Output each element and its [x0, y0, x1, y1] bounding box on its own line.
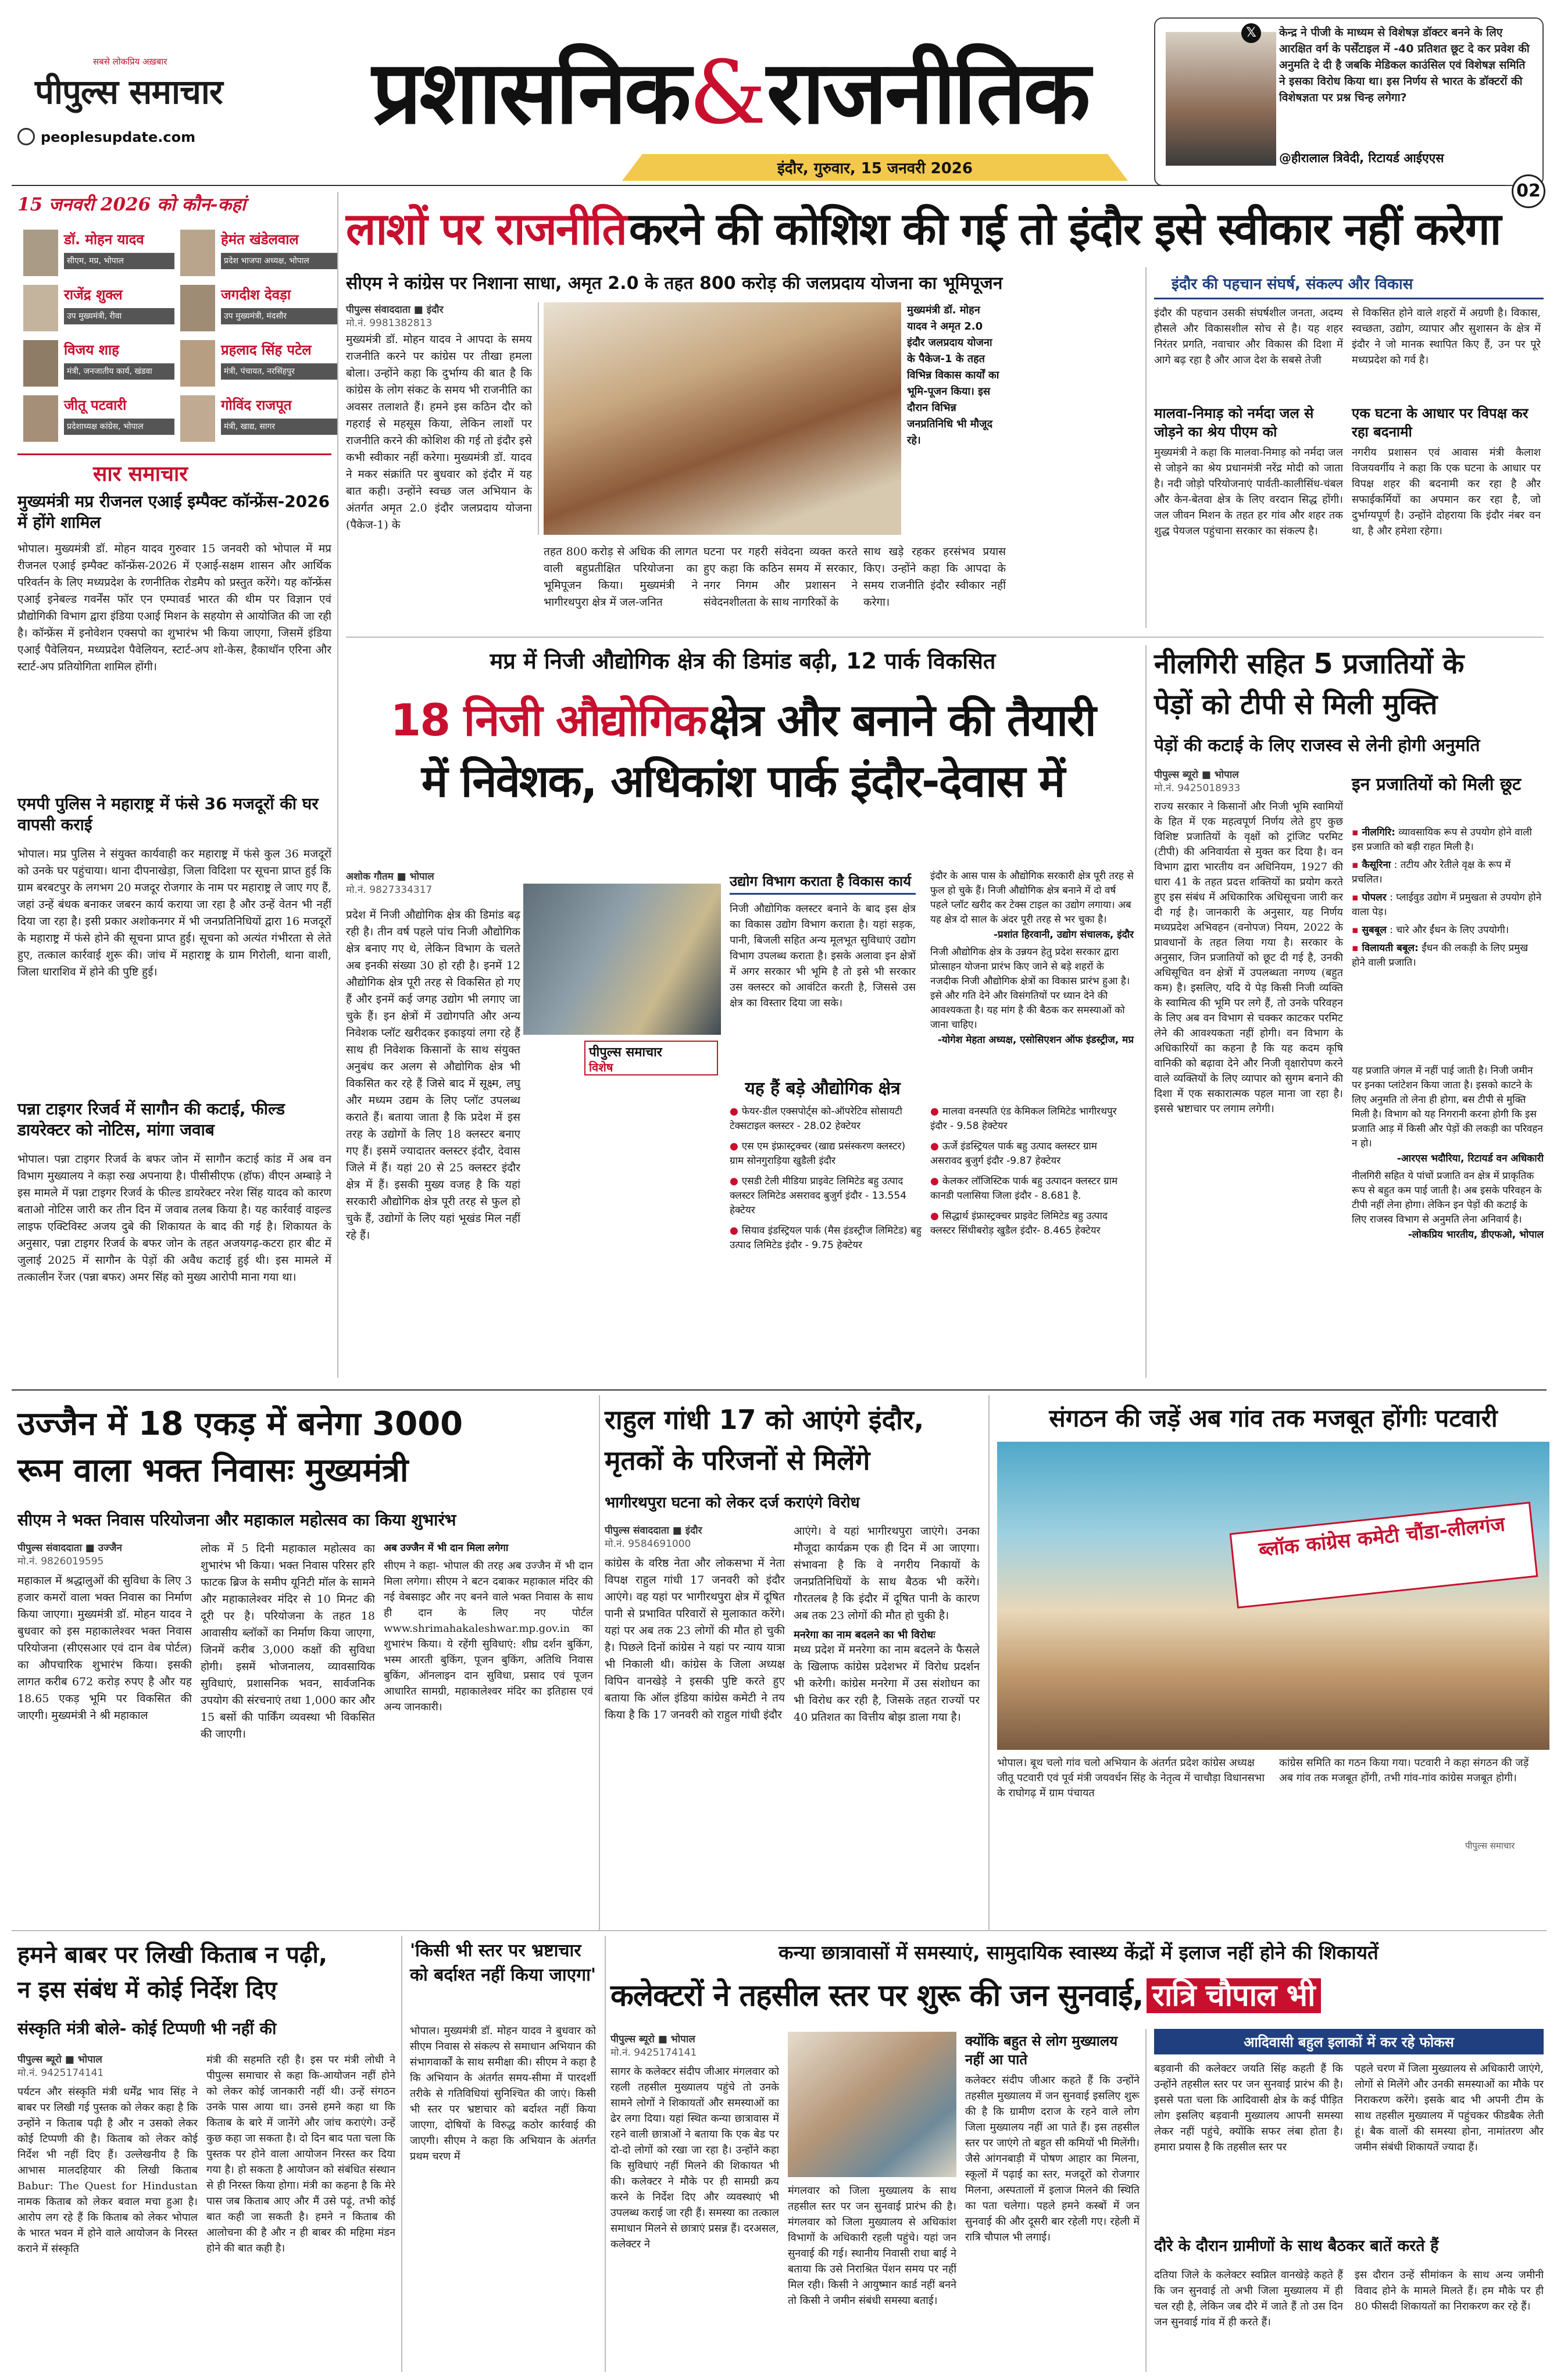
section-title-1: प्रशासनिक: [372, 42, 689, 144]
patwari-caption-left: भोपाल। बूथ चलो गांव चलो अभियान के अंतर्गत प्रदेश कांग्रेस अध्यक्ष जीतू पटवारी एवं पूर्व मंत्री जयवर्धन सिंह के नेतृत्व में चाचौड़ा विधानसभा के राघोगढ़ में ग्राम पंचायत: [997, 1757, 1265, 1799]
lead-col3: घटना पर गहरी संवेदना व्यक्त करते हुए कहा कि कठिन समय में सरकार, नगर निगम और प्रशासन ने संवेदनशीलता के साथ नागरिकों के: [703, 545, 858, 609]
nilgiri-quotes: [1352, 1064, 1544, 1241]
nilgiri-headline-2[interactable]: पेड़ों को टीपी से मिली मुक्ति: [1154, 688, 1438, 721]
species-item: ▪ कैसूरिना : तटीय और रेतीले वृक्ष के रूप में प्रचलित।: [1352, 859, 1511, 885]
x-logo-icon: 𝕏: [1241, 23, 1261, 43]
right-box-title: इंदौर की पहचान संघर्ष, संकल्प और विकास: [1172, 276, 1413, 293]
industry-box-body: निजी औद्योगिक क्लस्टर बनाने के बाद इस क्षेत्र का विकास उद्योग विभाग कराता है। यहां सड़क, पानी, बिजली सहित अन्य मूलभूत सुविधाएं उद्योग विभाग उपलब्ध कराता है। इसके अलावा इन क्षेत्रों में अगर सरकार भी भूमि है तो इसे भी सरकार उस क्लस्टर को आवंटित करती है, जिससे उस क्षेत्र का विस्तार दिया जा सके।: [730, 903, 916, 1009]
tribal-header: आदिवासी बहुल इलाकों में कर रहे फोकस: [1154, 2029, 1544, 2054]
collector-col1: सागर के कलेक्टर संदीप जीआर मंगलवार को रहली तहसील मुख्यालय पहुंचे तो उनके सामने लोगों ने शिकायतों और समस्याओं का ढेर लगा दिया। यहां स्थित कन्या छात्रावास में रहने वाली छात्राओं ने बताया कि एक बेड पर दो-दो लोगों को रखा जा रहा है। उन्होंने कहा कि सुविधाएं नहीं मिलने की शिकायत भी की। कलेक्टर ने मौके पर ही सामग्री क्रय करने के निर्देश दिए और व्यवस्थाएं भी उपलब्ध कराई जा रही हैं। समस्या का तत्काल समाधान मिलने से छात्राएं प्रसन्न हैं। दरअसल, कलेक्टर ने: [610, 2065, 779, 2250]
saar-body-2: भोपाल। मप्र पुलिस ने संयुक्त कार्यवाही कर महाराष्ट्र में फंसे कुल 36 मजदूरों को उनके घर पहुंचाया। थाना दीपनाखेड़ा, जिला विदिशा पर सूचना प्राप्त हुई कि ग्राम बरबटपुर के लगभग 20 मजदूर रोजगार के नाम पर महाराष्ट्र ले जाए गए हैं, जहां उन्हें बंधक बनाकर जबरन कार्य कराया जा रहा है और उन्हें वेतन भी नहीं दिया जा रहा है। इसी प्रकार अशोकनगर में भी जनप्रतिनिधियों द्वारा 16 मजदूरों के महाराष्ट्र में फंसे होने की सूचना प्राप्त हुई। सूचना को अत्यंत गंभीरता से लेते हुए, तत्काल कार्रवाई शुरू की। जांच में महाराष्ट्र के ग्राम गिरोली, थाना वाशी, जिला धाराशिव में होने की पुष्टि हुई।: [17, 848, 331, 978]
author-photo: [1166, 32, 1276, 166]
industry-list-item: ● मालवा वनस्पति एंड केमिकल लिमिटेड भागीरथपुर इंदौर - 9.58 हेक्टेयर: [930, 1106, 1117, 1132]
quote-block: निजी औद्योगिक क्षेत्र के उन्नयन हेतु प्रदेश सरकार द्वारा प्रोत्साहन योजना प्रारंभ किए जाने से बड़े शहरों के नजदीक निजी औद्योगिक क्षेत्रों का विकास प्रारंभ हुआ है। इसे और गति देने और विसंगतियों पर ध्यान देने की आवश्यकता है। यह मांग है की बैठक कर समस्याओं को जाना चाहिए। -योगेश मेहता अध्यक्ष, एसोसिएशन ऑफ इंडस्ट्रीज, मप्र: [930, 946, 1134, 1046]
species-item: ▪ नीलगिरि: व्यावसायिक रूप से उपयोग होने वाली इस प्रजाति को बड़ी राहत मिली है।: [1352, 827, 1532, 853]
ujjain-headline-2[interactable]: रूम वाला भक्त निवासः मुख्यमंत्री: [17, 1452, 409, 1489]
person-card: गोविंद राजपूत मंत्री, खाद्य, सागर: [180, 395, 337, 445]
industry-list-item: ● केलकर लॉजिस्टिक पार्क बहु उत्पादन क्लस्टर ग्राम कानडी पलासिया जिला इंदौर - 8.681 है.: [930, 1175, 1118, 1202]
babar-headline-1[interactable]: हमने बाबर पर लिखी किताब न पढ़ी,: [17, 1942, 328, 1968]
rahul-headline-1[interactable]: राहुल गांधी 17 को आएंगे इंदौर,: [605, 1404, 924, 1435]
species-list: [1352, 826, 1544, 974]
quote-block: यह प्रजाति जंगल में नहीं पाई जाती है। निजी जमीन पर इनका प्लांटेशन किया जाता है। इसको काटने के लिए अनुमति तो लेना ही होगा, बस टीपी से मुक्ति मिली है। विभाग को यह निगरानी करना होगी कि इस प्रजाति आड़ में किसी और पेड़ों की लकड़ी का परिवहन न हो। -आरएस भदौरिया, रिटायर्ड वन अधिकारी: [1352, 1065, 1544, 1164]
industry-headline-line1[interactable]: 18 निजी औद्योगिक क्षेत्र और बनाने की तैयारी: [390, 694, 1095, 746]
person-card: विजय शाह मंत्री, जनजातीय कार्य, खंडवा: [23, 340, 174, 390]
section-title-amp: &: [688, 42, 767, 144]
page-number: 02: [1512, 174, 1545, 208]
babar-col1: पर्यटन और संस्कृति मंत्री धर्मेंद्र भाव सिंह ने बाबर पर लिखी गई पुस्तक को लेकर कहा है कि उन्होंने न किताब पढ़ी है और न उसको लेकर कोई टिप्पणी की है। किताब को लेकर कोई निर्देश भी नहीं दिए हैं। उल्लेखनीय है कि आभास मालदहियार की लिखी किताब Babur: The Quest for Hindustan नामक किताब को लेकर बवाल मचा हुआ है। आरोप लग रहे हैं कि किताब को लेकर भोपाल के भारत भवन में होने वाले आयोजन के निरस्त कराने में संस्कृति: [17, 2086, 198, 2255]
ujjain-col3-head: अब उज्जैन में भी दान मिला लगेगा: [384, 1542, 509, 1554]
tweet-author: @हीरालाल त्रिवेदी, रिटायर्ड आईएएस: [1279, 151, 1444, 165]
ujjain-col1: महाकाल में श्रद्धालुओं की सुविधा के लिए 3 हजार कमरों वाला भक्त निवास का निर्माण किया जाएगा। मुख्यमंत्री डॉ. मोहन यादव ने बुधवार को इस महाकालेश्वर भक्त निवास परियोजना (सीएसआर एवं दान वेब पोर्टल) का औपचारिक शुभारंभ किया। इसकी लागत करीब 672 करोड़ रुपए है और यह 18.65 एकड़ भूमि पर विकसित की जाएगी। मुख्यमंत्री ने श्री महाकाल: [17, 1574, 192, 1722]
rahul-byline: पीपुल्स संवाददाता ■ इंदौर मो.नं. 9584691000: [605, 1525, 702, 1550]
person-card: जीतू पटवारी प्रदेशाध्यक्ष कांग्रेस, भोपाल: [23, 395, 174, 445]
right-box-col1: इंदौर की पहचान उसकी संघर्षशील जनता, अदम्य हौसले और विकासशील सोच से है। यह शहर निरंतर प्रगति, नवाचार और विकास की दिशा में आगे बढ़ रहा है और आज देश के सबसे तेजी: [1154, 307, 1343, 366]
collector-byline: पीपुल्स ब्यूरो ■ भोपाल मो.नं. 9425174141: [610, 2034, 697, 2059]
species-item: ▪ सुबबूल : चारे और ईंधन के लिए उपयोगी।: [1352, 924, 1509, 936]
person-card: डॉ. मोहन यादव सीएम, मप्र, भोपाल: [23, 230, 174, 280]
lead-col2: तहत 800 करोड़ से अधिक की लागत वाली बहुप्रतीक्षित परियोजना का भूमिपूजन किया। मुख्यमंत्री ने भागीरथपुरा क्षेत्र में जल-जनित: [544, 545, 698, 609]
lead-col1: मुख्यमंत्री डॉ. मोहन यादव ने आपदा के समय राजनीति करने पर कांग्रेस पर तीखा हमला बोला। उन्होंने कहा कि दुर्भाग्य की बात है कि कांग्रेस के लोग संकट के समय भी राजनीति का अवसर तलाशते हैं। हमने इस कठिन दौर को गहराई से महसूस किया, लेकिन लाशों पर राजनीति करने की कोशिश की गई तो इंदौर इसे कभी स्वीकार नहीं करेगा। मुख्यमंत्री डॉ. यादव ने मकर संक्रांति पर बुधवार को इंदौर में यह बात कही। उन्होंने स्वच्छ जल अभियान के अंतर्गत अमृत 2.0 इंदौर जलप्रदाय योजना (पैकेज-1) के: [346, 333, 532, 531]
village-col2: इस दौरान उन्हें सीमांकन के साथ अन्य जमीनी विवाद होने के मामले मिलते हैं। हम मौके पर ही 80 फीसदी शिकायतों का निराकरण कर रहे हैं।: [1355, 2269, 1544, 2313]
ujjain-col2: लोक में 5 दिनी महाकाल महोत्सव का शुभारंभ भी किया। भक्त निवास परिसर हरि फाटक ब्रिज के समीप यूनिटी मॉल के सामने और महाकालेश्वर मंदिर से 10 मिनट की दूरी पर है। परियोजना के तहत 18 आवासीय ब्लॉकों का निर्माण किया जाएगा, जिनमें करीब 3,000 कक्षों की सुविधा होगी। इसमें भोजनालय, व्यावसायिक सुविधाएं, प्रशासनिक भवन, सार्वजनिक उपयोग की संरचनाएं तथा 1,000 कार और 15 बसों की पार्किंग व्यवस्था भी विकसित की जाएगी।: [201, 1542, 375, 1741]
corruption-headline[interactable]: 'किसी भी स्तर पर भ्रष्टाचार को बर्दाश्त नहीं किया जाएगा': [410, 1941, 597, 1985]
section-title: [372, 41, 1140, 145]
industry-list-left: [730, 1105, 922, 1259]
nilgiri-subhead: पेड़ों की कटाई के लिए राजस्व से लेनी होगी अनुमति: [1154, 735, 1480, 756]
right-box-sub2-body: नगरीय प्रशासन एवं आवास मंत्री कैलाश विजयवर्गीय ने कहा कि एक घटना के आधार पर विपक्ष शहर की बदनामी कर रहा है और सफाईकर्मियों का अपमान कर रहा है, जो दुर्भाग्यपूर्ण है। उन्होंने दोहराया कि इंदौर नंबर वन था, है और हमेशा रहेगा।: [1352, 446, 1541, 537]
lead-caption: मुख्यमंत्री डॉ. मोहन यादव ने अमृत 2.0 इंदौर जलप्रदाय योजना के पैकेज-1 के तहत विभिन्न विकास कार्यों का भूमि-पूजन किया। इस दौरान विभिन्न जनप्रतिनिधि भी मौजूद रहे।: [907, 304, 999, 446]
person-card: प्रहलाद सिंह पटेल मंत्री, पंचायत, नरसिंहपुर: [180, 340, 337, 390]
lead-byline: पीपुल्स संवाददाता ■ इंदौर मो.नं. 9981382813: [346, 304, 444, 329]
ujjain-col3: सीएम ने कहा- भोपाल की तरह अब उज्जैन में भी दान मिला लगेगा। सीएम ने बटन दबाकर महाकाल मंदिर की नई वेबसाइट और नए बनने वाले भक्त निवास के साथ ही दान के लिए नए पोर्टल www.shrimahakaleshwar.mp.gov.in का शुभारंभ किया। ये रहेंगी सुविधाएं: शीघ्र दर्शन बुकिंग, भस्म आरती बुकिंग, पूजन बुकिंग, अतिथि निवास बुकिंग, ऑनलाइन दान सुविधा, प्रसाद एवं पूजन आधारित सामग्री, महाकालेश्वर मंदिर का इतिहास एवं अन्य जानकारी।: [384, 1560, 593, 1713]
logo-text: पीपुल्स समाचार: [35, 72, 223, 112]
lead-subhead: सीएम ने कांग्रेस पर निशाना साधा, अमृत 2.0 के तहत 800 करोड़ की जलप्रदाय योजना का भूमिपूजन: [346, 273, 1003, 294]
industry-body: प्रदेश में निजी औद्योगिक क्षेत्र की डिमांड बढ़ रही है। तीन वर्ष पहले पांच निजी औद्योगिक क्षेत्र बनाए गए थे, लेकिन विभाग के चलते अब इनकी संख्या 30 हो रही है। इनमें 12 औद्योगिक क्षेत्र पूरी तरह से विकसित हो गए हैं और इनमें कई जगह उद्योग भी लगाए जा चुके हैं। इन क्षेत्रों में उद्योगपति और अन्य निवेशक प्लॉट खरीदकर इकाइयां लगा रहे हैं साथ ही निवेशक किसानों के साथ संयुक्त अनुबंध कर अलग से औद्योगिक क्षेत्र भी विकसित कर रहे हैं जिसे बाद में सूक्ष्म, लघु और मध्यम उद्यम के लिए प्लॉट उपलब्ध कराते हैं। बताया जाता है कि प्रदेश में इस तरह के उद्योगों के लिए 18 क्लस्टर बनाए गए हैं। इसमें ज्यादातर क्लस्टर इंदौर, देवास जिले में हैं। यहां 20 से 25 क्लस्टर इंदौर क्षेत्र में हैं। इसकी मुख्य वजह है कि यहां सरकारी औद्योगिक क्षेत्र पूरी तरह से फुल हो चुके हैं, उद्योगों के लिए यहां भूखंड मिल नहीं रहे हैं।: [346, 909, 520, 1242]
village-title: दौरे के दौरान ग्रामीणों के साथ बैठकर बातें करते हैं: [1154, 2237, 1439, 2255]
lead-headline-red: लाशों पर राजनीति: [346, 203, 626, 255]
nilgiri-body: राज्य सरकार ने किसानों और निजी भूमि स्वामियों के हित में एक महत्वपूर्ण निर्णय लेते हुए कुछ विशिष्ट प्रजातियों के वृक्षों को ट्रांजिट परमिट (टीपी) की अनिवार्यता से मुक्त कर दिया है। वन विभाग द्वारा भारतीय वन अधिनियम, 1927 की धारा 41 के तहत प्रदत्त शक्तियों का प्रयोग करते हुए इस संबंध में अधिकारिक अधिसूचना जारी कर दी गई है। जानकारी के अनुसार, यह निर्णय मध्यप्रदेश अभिवहन (वनोपज) नियम, 2022 के प्रावधानों के तहत लिया गया है। सरकार के अनुसार, जिन प्रजातियों को छूट दी गई है, उनकी अधिसूचित वन क्षेत्रों में उपलब्धता नगण्य (बहुत कम) है। इसलिए, यदि ये पेड़ किसी निजी व्यक्ति के स्वामित्व की भूमि पर लगे हैं, तो उनके परिवहन के लिए अब वन विभाग से चक्कर काटकर परमिट लेने की आवश्यकता नहीं होगी। वन विभाग के अधिकारियों का कहना है कि यह कदम कृषि वानिकी को बढ़ावा देने और निजी वृक्षारोपण करने वाले व्यक्तियों के लिए व्यापार को सुगम बनाने की दिशा में एक सकारात्मक पहल माना जा रहा है। इससे भ्रष्टाचार पर लगाम लगेगी।: [1154, 801, 1343, 1115]
quote-block: नीलगिरी सहित ये पांचों प्रजाति वन क्षेत्र में प्राकृतिक रूप से बहुत कम पाई जाती है। अब इसके परिवहन के टीपी नहीं लेना होगा। लेकिन इन पेड़ों की कटाई के लिए राजस्व विभाग से अनुमति लेना अनिवार्य है। -लोकप्रिय भारतीय, डीएफओ, भोपाल: [1352, 1170, 1544, 1241]
globe-icon: [17, 128, 35, 145]
tribal-col1: बड़वानी की कलेक्टर जयति सिंह कहती हैं कि उन्होंने तहसील स्तर पर जन सुनवाई प्रारंभ की है। इससे पता चला कि आदिवासी क्षेत्र के कई पीड़ित लोग इसलिए बड़वानी मुख्यालय आपनी समस्या लेकर नहीं पहुंचे, क्योंकि सफर लंबा होता है। हमारा प्रयास है कि तहसील स्तर पर: [1154, 2063, 1343, 2153]
ujjain-subhead: सीएम ने भक्त निवास परियोजना और महाकाल महोत्सव का किया शुभारंभ: [17, 1510, 456, 1530]
rahul-col2-text: आएंगे। वे यहां भागीरथपुरा जाएंगे। उनका मौजूदा कार्यक्रम एक ही दिन में आ जाएगा। संभावना है कि वे नगरीय निकायों के जनप्रतिनिधियों के साथ बैठक भी करेंगे। गौरतलब है कि इंदौर में दूषित पानी के कारण अब तक 23 लोगों की मौत हो चुकी है।: [794, 1525, 980, 1622]
right-box-sub1-body: मुख्यमंत्री ने कहा कि मालवा-निमाड़ को नर्मदा जल से जोड़ने का श्रेय प्रधानमंत्री नरेंद्र मोदी को जाता है। नदी जोड़ो परियोजनाएं पार्वती-कालीसिंध-चंबल और केन-बेतवा क्षेत्र के लिए वरदान सिद्ध होंगी। जल जीवन मिशन के तहत हर गांव और शहर तक शुद्ध पेयजल पहुंचाना सरकार का संकल्प है।: [1154, 446, 1343, 537]
industry-list-item: ● ऊर्जे इंडस्ट्रियल पार्क बहु उत्पाद क्लस्टर ग्राम असरावद बुजुर्ग इंदौर -9.87 हेक्टेयर: [930, 1141, 1097, 1167]
saar-header: [17, 453, 331, 486]
rahul-col1: कांग्रेस के वरिष्ठ नेता और लोकसभा में नेता विपक्ष राहुल गांधी 17 जनवरी को इंदौर आएंगे। वह यहां पर भागीरथपुरा क्षेत्र में दूषित पानी से प्रभावित परिवारों से मुलाकात करेंगे। यहां पर अब तक 23 लोगों की मौत हो चुकी है। पिछले दिनों कांग्रेस ने यहां पर न्याय यात्रा भी निकाली थी। कांग्रेस के जिला अध्यक्ष विपिन वानखेड़े ने इसकी पुष्टि करते हुए बताया कि ऑल इंडिया कांग्रेस कमेटी ने तय किया है कि 17 जनवरी को राहुल गांधी इंदौर: [605, 1557, 785, 1721]
babar-subhead: संस्कृति मंत्री बोले- कोई टिप्पणी भी नहीं की: [17, 2019, 277, 2038]
species-item: ▪ पोपलर : प्लाईवुड उद्योग में प्रमुखता से उपयोग होने वाला पेड़।: [1352, 892, 1542, 918]
right-box-header: [1154, 270, 1544, 299]
rahul-col2-head: मनरेगा का नाम बदलने का भी विरोधः: [794, 1629, 935, 1641]
saar-body-1: भोपाल। मुख्यमंत्री डॉ. मोहन यादव गुरुवार 15 जनवरी को भोपाल में मप्र रीजनल एआई इम्पैक्ट कॉन्फ्रेंस-2026 में एआई-सक्षम शासन और आर्थिक परिवर्तन के लिए मध्यप्रदेश के रणनीतिक रोडमैप को प्रस्तुत करेंगे। यह कॉन्फ्रेंस एआई इनेबल्ड गवर्नेंस फॉर एन एम्पावर्ड भारत की थीम पर विज्ञान एवं प्रौद्योगिकी विभाग द्वारा इंडिया एआई मिशन के सहयोग से आयोजित की जा रही है। कॉन्फ्रेंस में इनोवेशन एक्सपो का शुभारंभ भी किया जाएगा, जिसमें इंडिया एआई पैवेलियन, मध्यप्रदेश पैवेलियन, स्टार्ट-अप शो-केस, हैकाथॉन एरिना और स्टार्ट-अप प्रतियोगिता शामिल होंगी।: [17, 542, 331, 673]
nilgiri-headline-1[interactable]: नीलगिरी सहित 5 प्रजातियों के: [1154, 648, 1465, 680]
photo-credit: पीपुल्स समाचार: [1465, 1841, 1515, 1851]
section-title-2: राजनीतिक: [766, 42, 1088, 144]
lead-headline-rest: करने की कोशिश की गई तो इंदौर इसे स्वीकार नहीं करेगा: [628, 203, 1501, 255]
patwari-headline[interactable]: संगठन की जड़ें अब गांव तक मजबूत होंगीः पटवारी: [1049, 1404, 1498, 1432]
collector-kicker: कन्या छात्रावासों में समस्याएं, सामुदायिक स्वास्थ्य केंद्रों में इलाज नहीं होने की शिकायतें: [779, 1941, 1379, 1964]
whos-where-title: 15 जनवरी 2026 को कौन-कहां: [17, 194, 246, 215]
species-item: ▪ विलायती बबूल: ईंधन की लकड़ी के लिए प्रमुख होने वाली प्रजाति।: [1352, 942, 1529, 969]
village-col1: दतिया जिले के कलेक्टर स्वप्निल वानखेड़े कहते हैं कि जन सुनवाई तो अभी जिला मुख्यालय में ही चल रही है, लेकिन जब दौरे में जाते हैं तो उस दिन जन सुनवाई गांव में ही करते हैं।: [1154, 2269, 1343, 2328]
collector-photo: [788, 2032, 956, 2177]
dateline: इंदौर, गुरुवार, 15 जनवरी 2026: [777, 160, 973, 177]
rahul-col2: [794, 1523, 980, 1924]
saar-head-1[interactable]: मुख्यमंत्री मप्र रीजनल एआई इम्पैक्ट कॉन्फ्रेंस-2026 में होंगे शामिल: [17, 492, 330, 532]
industry-list-item: ● सिद्धार्थ इंफ्रास्ट्रक्चर प्राइवेट लिमिटेड बहु उत्पाद क्लस्टर सिंधीबरोड़ खुडैल इंदौर- 8.465 हेक्टेयर: [930, 1210, 1108, 1237]
whos-where-grid: [23, 230, 337, 456]
lead-col4: साथ खड़े रहकर हरसंभव प्रयास किए। उन्होंने कहा कि आपदा के समय राजनीति इंदौर स्वीकार नहीं करेगा।: [863, 545, 1006, 609]
collector-col2: मंगलवार को जिला मुख्यालय के साथ तहसील स्तर पर जन सुनवाई प्रारंभ की है। मंगलवार को जिला मुख्यालय से अधिकांश विभागों के अधिकारी रहली पहुंचे। यहां जन सुनवाई की गई। स्थानीय निवासी राधा बाई ने बताया कि उसे निराश्रित पेंशन समय पर नहीं मिल रही। किसी ने आयुष्मान कार्ड नहीं बनने तो किसी ने जमीन संबंधी समस्या बताई।: [788, 2185, 956, 2307]
logo-tagline: सबसे लोकप्रिय अख़बार: [93, 56, 167, 67]
industry-list-item: ● फेयर-डील एक्सपोर्ट्स को-ऑपरेटिव सोसायटी टेक्सटाइल क्लस्टर - 28.02 हेक्टेयर: [730, 1106, 902, 1132]
nilgiri-byline: पीपुल्स ब्यूरो ■ भोपाल मो.नं. 9425018933: [1154, 769, 1241, 794]
saar-head-3[interactable]: पन्ना टाइगर रिजर्व में सागौन की कटाई, फील्ड डायरेक्टर को नोटिस, मांगा जवाब: [17, 1099, 285, 1139]
saar-title: सार समाचार: [93, 462, 188, 486]
special-tag: पीपुल्स समाचार विशेष: [584, 1041, 718, 1075]
website-url[interactable]: peoplesupdate.com: [41, 129, 196, 145]
masthead-logo[interactable]: [35, 58, 360, 116]
quote-block: इंदौर के आस पास के औद्योगिक सरकारी क्षेत्र पूरी तरह से फुल हो चुके हैं। निजी औद्योगिक क्षेत्र बनाने में दो वर्ष पहले प्लॉट खरीद कर टेक्स टाइल का उद्योग लगाया। अब यह क्षेत्र दो साल के अंदर पूरी तरह से भर चुका है। -प्रशांत हिरवानी, उद्योग संचालक, इंदौर: [930, 870, 1134, 941]
collector-headline[interactable]: कलेक्टरों ने तहसील स्तर पर शुरू की जन सुनवाई, रात्रि चौपाल भी: [610, 1974, 1547, 2020]
industry-list-item: ● एसडी टेली मीडिया प्राइवेट लिमिटेड बहु उत्पाद क्लस्टर लिमिटेड असरावद बुजुर्ग इंदौर - 13.554 हेक्टेयर: [730, 1175, 907, 1216]
babar-byline: पीपुल्स ब्यूरो ■ भोपाल मो.नं. 9425174141: [17, 2054, 104, 2079]
rahul-headline-2[interactable]: मृतकों के परिजनों से मिलेंगे: [605, 1445, 870, 1476]
ujjain-byline: पीपुल्स संवाददाता ■ उज्जैन मो.नं. 9826019595: [17, 1542, 122, 1567]
lead-headline[interactable]: [346, 198, 1544, 262]
saar-head-2[interactable]: एमपी पुलिस ने महाराष्ट्र में फंसे 36 मजदूरों की घर वापसी कराई: [17, 794, 319, 834]
rahul-subhead: भागीरथपुरा घटना को लेकर दर्ज कराएंगे विरोध: [605, 1494, 860, 1511]
right-box-sub1-head: मालवा-निमाड़ को नर्मदा जल से जोड़ने का श्रेय पीएम को: [1154, 405, 1314, 440]
industry-kicker: मप्र में निजी औद्योगिक क्षेत्र की डिमांड बढ़ी, 12 पार्क विकसित: [490, 648, 996, 674]
collector-box-head: क्योंकि बहुत से लोग मुख्यालय नहीं आ पाते: [965, 2033, 1118, 2068]
right-box-col2: से विकसित होने वाले शहरों में अग्रणी है। विकास, स्वच्छता, उद्योग, व्यापार और सुशासन के क्षेत्र में इंदौर ने जो मानक स्थापित किए हैं, उन पर पूरे मध्यप्रदेश को गर्व है।: [1352, 307, 1541, 366]
babar-col2: मंत्री की सहमति रही है। इस पर मंत्री लोधी ने पीपुल्स समाचार से कहा कि-आयोजन नहीं होने को लेकर कोई जानकारी नहीं थी। उन्हें संगठन उनके पास आया था। उनसे हमने कहा था कि किताब के बारे में जानेंगे और जांच कराएंगे। उन्हें कुछ कहा जा सकता है। दो दिन बाद पता चला कि पुस्तक पर होने वाला आयोजन निरस्त कर दिया गया है। हो सकता है आयोजन को संबंधित संस्थान से ही निरस्त किया होगा। मंत्री का कहना है कि मेरे पास जब किताब आए और मैं उसे पढ़ूं, तभी कोई बात कही जा सकती है। हमने न किताब की आलोचना की है और न ही बाबर की महिमा मंडन होने की बात कही है।: [206, 2054, 395, 2254]
babar-headline-2[interactable]: न इस संबंध में कोई निर्देश दिए: [17, 1977, 277, 2003]
lead-photo: [544, 302, 901, 535]
collector-box-body: कलेक्टर संदीप जीआर कहते हैं कि उन्होंने तहसील मुख्यालय में जन सुनवाई इसलिए शुरू की है कि ग्रामीण दराज के रहने वाले लोग जिला मुख्यालय नहीं आ पाते हैं। इस तहसील स्तर पर जाएंगे तो बहुत सी कमियों भी मिलेंगी। जैसे आंगनबाड़ी में पोषण आहार का मिलना, स्कूलों में पढ़ाई का स्तर, मजदूरों को रोजगार मिलना, अस्पतालों में इलाज मिलने की स्थिति का पता चलेगा। पहले हमने कस्बों में जन सुनवाई की और दूसरी बार रहेली गए। रहेली में रात्रि चौपाल भी लगाई।: [965, 2074, 1140, 2243]
industry-list-right: [930, 1105, 1128, 1244]
ujjain-headline-1[interactable]: उज्जैन में 18 एकड़ में बनेगा 3000: [17, 1405, 463, 1443]
person-card: जगदीश देवड़ा उप मुख्यमंत्री, मंदसौर: [180, 285, 337, 335]
industry-list-title: यह हैं बड़े औद्योगिक क्षेत्र: [745, 1078, 901, 1099]
rahul-col2-b: मध्य प्रदेश में मनरेगा का नाम बदलने के फैसले के खिलाफ कांग्रेस प्रदेशभर में विरोध प्रदर्शन भी करेगी। कांग्रेस मनरेगा में उस संशोधन का भी विरोध कर रही है, जिसके तहत राज्यों पर 40 प्रतिशत का वित्तीय बोझ डाला गया है।: [794, 1643, 980, 1724]
tweet-text: केन्द्र ने पीजी के माध्यम से विशेषज्ञ डॉक्टर बनने के लिए आरक्षित वर्ग के पर्सेंटाइल में -40 प्रतिशत छूट दे कर प्रवेश की अनुमति दे दी है जबकि मेडिकल काउंसिल एवं विशेषज्ञ समिति ने इसका विरोध किया था। इस निर्णय से भारत के डॉक्टरों की विशेषज्ञता पर प्रश्न चिन्ह लगेगा?: [1279, 26, 1530, 104]
industry-byline: अशोक गौतम ■ भोपाल मो.नं. 9827334317: [346, 871, 434, 896]
patwari-banner: ब्लॉक कांग्रेस कमेटी चौंडा-लीलगंज: [1230, 1502, 1538, 1609]
industry-list-item: ● एस एम इंफ्रास्ट्रक्चर (खाद्य प्रसंस्करण क्लस्टर) ग्राम सोनगुराड़िया खुडैली इंदौर: [730, 1141, 906, 1167]
person-card: हेमंत खंडेलवाल प्रदेश भाजपा अध्यक्ष, भोपाल: [180, 230, 337, 280]
right-box-sub2-head: एक घटना के आधार पर विपक्ष कर रहा बदनामी: [1352, 405, 1529, 440]
person-card: राजेंद्र शुक्ल उप मुख्यमंत्री, रीवा: [23, 285, 174, 335]
industry-box-header: उद्योग विभाग कराता है विकास कार्य: [730, 869, 916, 895]
saar-body-3: भोपाल। पन्ना टाइगर रिजर्व के बफर जोन में सागौन कटाई कांड में अब वन विभाग मुख्यालय ने कड़ा रुख अपनाया है। पीसीसीएफ (हॉफ) वीएन अम्बाड़े ने इस मामले में पन्ना टाइगर रिजर्व के फील्ड डायरेक्टर नरेश सिंह यादव को कारण बताओ नोटिस जारी कर तीन दिन में जवाब तलब किया है। यह कार्रवाई वाइल्ड लाइफ एक्टिविस्ट अजय दुबे की शिकायत के बाद की गई है। शिकायत के अनुसार, पन्ना टाइगर रिजर्व के बफर जोन के तहत अजयगढ़-कटरा हार बीट में जुलाई 2025 में सागौन के पेड़ों की अवैध कटाई हुई थी। इस मामले में तत्कालीन रेंजर (पन्ना बफर) अमर सिंह को मुख्य आरोपी माना गया था।: [17, 1153, 331, 1284]
factory-photo: [523, 884, 721, 1035]
corruption-col1: भोपाल। मुख्यमंत्री डॉ. मोहन यादव ने बुधवार को सीएम निवास से संकल्प से समाधान अभियान की संभागवार्कों के साथ समीक्षा की। सीएम ने कहा है कि अभियान के अंतर्गत समय-सीमा में पारदर्शी तरीके से गतिविधियां सुनिश्चित की जाएं। किसी भी स्तर पर भ्रष्टाचार को बर्दाश्त नहीं किया जाएगा, दोषियों के विरुद्ध कठोर कार्रवाई की जाएगी। सीएम ने कहा कि अभियान के अंतर्गत प्रथम चरण में: [410, 2025, 596, 2163]
tribal-col2: पहले चरण में जिला मुख्यालय से अधिकारी जाएंगे, लोगों से मिलेंगे और उनकी समस्याओं का मौके पर निराकरण करेंगे। इसके बाद भी अपनी टीम के साथ तहसील मुख्यालय में पहुंचकर फीडबैक लेती हूं। बैक वालों की समस्या होना, नामांतरण और जमीन संबंधी शिकायतें ज्यादा हैं।: [1355, 2063, 1544, 2153]
industry-headline-line2[interactable]: में निवेशक, अधिकांश पार्क इंदौर-देवास में: [421, 755, 1065, 807]
industry-list-item: ● सियाव इंडस्ट्रियल पार्क (मैस इंडस्ट्रीज लिमिटेड) बहु उत्पाद लिमिटेड इंदौर - 9.75 हेक्टेयर: [730, 1225, 922, 1251]
species-title: इन प्रजातियों को मिली छूट: [1352, 774, 1522, 795]
industry-quotes: [930, 869, 1134, 1050]
patwari-caption-right: कांग्रेस समिति का गठन किया गया। पटवारी ने कहा संगठन की जड़ें अब गांव तक मजबूत होंगी, तभी गांव-गांव कांग्रेस मजबूत होगी।: [1279, 1757, 1529, 1784]
